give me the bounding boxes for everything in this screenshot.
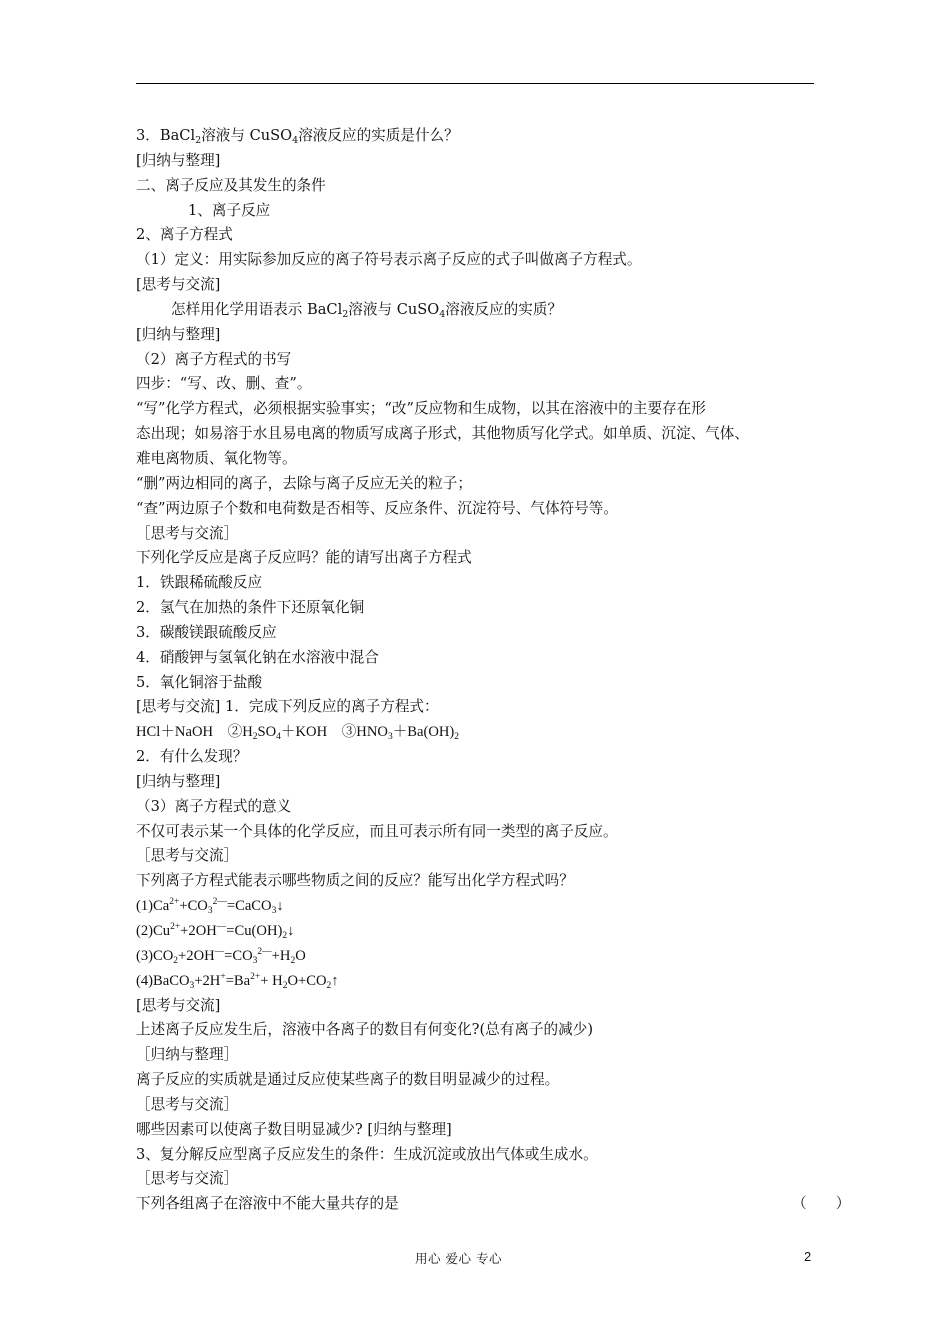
discussion-heading: ［思考与交流］ bbox=[136, 847, 239, 865]
discussion-heading: ［思考与交流］ bbox=[136, 1170, 239, 1188]
question-line: 下列各组离子在溶液中不能大量共存的是 （ ） bbox=[136, 1192, 826, 1217]
paragraph: 哪些因素可以使离子数目明显减少? [归纳与整理] bbox=[136, 1120, 452, 1138]
equation-line: $(2)Cu^{2+}+2OH^—=Cu(OH)_2↓$ bbox=[136, 922, 295, 941]
page-number: 2 bbox=[804, 1249, 812, 1264]
equation-line: $(3)CO_2+2OH^—=CO_3^{2—}+H_2O$ bbox=[136, 946, 306, 966]
subsection-heading: 1、离子反应 bbox=[188, 201, 271, 219]
discussion-heading: ［思考与交流］ bbox=[136, 524, 239, 542]
paragraph: 3、复分解反应型离子反应发生的条件：生成沉淀或放出气体或生成水。 bbox=[136, 1145, 598, 1163]
list-item: 5．氧化铜溶于盐酸 bbox=[136, 673, 263, 691]
summary-heading: ［归纳与整理］ bbox=[136, 1046, 239, 1064]
summary-heading: [归纳与整理] bbox=[136, 151, 221, 169]
discussion-heading: [思考与交流] bbox=[136, 996, 221, 1014]
paragraph: 下列离子方程式能表示哪些物质之间的反应？能写出化学方程式吗？ bbox=[136, 872, 574, 890]
paragraph: 下列化学反应是离子反应吗？能的请写出离子方程式 bbox=[136, 549, 472, 567]
equation-line: $(1)Ca^{2+}+CO_3^{2—}=CaCO_3↓$ bbox=[136, 897, 284, 917]
paragraph: “查”两边原子个数和电荷数是否相等、反应条件、沉淀符号、气体符号等。 bbox=[136, 499, 618, 517]
footer-text: 用心 爱心 专心 bbox=[415, 1251, 502, 1266]
section-heading: 二、离子反应及其发生的条件 bbox=[136, 176, 326, 194]
paragraph: 上述离子反应发生后，溶液中各离子的数目有何变化?(总有离子的减少) bbox=[136, 1021, 594, 1039]
equation-line: $(4)BaCO_3+2H^+=Ba^{2+}+$ $H_2O+CO_2↑$ bbox=[136, 971, 339, 991]
discussion-heading: [思考与交流] bbox=[136, 276, 221, 294]
paragraph: （3）离子方程式的意义 bbox=[136, 797, 292, 815]
subsection-heading: 2、离子方程式 bbox=[136, 226, 233, 244]
paragraph: （2）离子方程式的书写 bbox=[136, 350, 292, 368]
summary-heading: [归纳与整理] bbox=[136, 325, 221, 343]
paragraph: 四步：“写、改、删、查”。 bbox=[136, 375, 312, 393]
list-item: 3．碳酸镁跟硫酸反应 bbox=[136, 623, 277, 641]
paragraph: 态出现；如易溶于水且易电离的物质写成离子形式，其他物质写化学式。如单质、沉淀、气体、 bbox=[136, 425, 749, 443]
paragraph: 难电离物质、氧化物等。 bbox=[136, 449, 297, 467]
header-rule bbox=[136, 83, 814, 84]
paragraph: 2．有什么发现？ bbox=[136, 748, 248, 766]
document-body bbox=[136, 124, 851, 1217]
discussion-heading: ［思考与交流］ bbox=[136, 1095, 239, 1113]
paragraph: “写”化学方程式，必须根据实验事实；“改”反应物和生成物，以其在溶液中的主要存在形 bbox=[136, 400, 706, 418]
answer-blank: （ ） bbox=[792, 1195, 851, 1213]
list-item: 4．硝酸钾与氢氧化钠在水溶液中混合 bbox=[136, 648, 379, 666]
paragraph: （1）定义：用实际参加反应的离子符号表示离子反应的式子叫做离子方程式。 bbox=[136, 251, 642, 269]
question-3-line: 3．BaCl$_2$溶液与 CuSO$_4$溶液反应的实质是什么？ bbox=[136, 127, 459, 146]
paragraph: “删”两边相同的离子，去除与离子反应无关的粒子； bbox=[136, 474, 472, 492]
list-item: 1．铁跟稀硫酸反应 bbox=[136, 574, 263, 592]
list-item: 2．氢气在加热的条件下还原氧化铜 bbox=[136, 599, 365, 617]
summary-heading: [归纳与整理] bbox=[136, 772, 221, 790]
paragraph: 怎样用化学用语表示 BaCl$_2$溶液与 CuSO$_4$溶液反应的实质？ bbox=[171, 300, 563, 320]
paragraph: 不仅可表示某一个具体的化学反应，而且可表示所有同一类型的离子反应。 bbox=[136, 822, 618, 840]
paragraph: [思考与交流] 1．完成下列反应的离子方程式： bbox=[136, 698, 439, 716]
equation-line: HCl＋NaOH $②H_2SO_4+KOH$ $③HNO_3+Ba(OH)_2$ bbox=[136, 724, 460, 743]
page-footer bbox=[0, 1249, 950, 1269]
paragraph: 离子反应的实质就是通过反应使某些离子的数目明显减少的过程。 bbox=[136, 1071, 560, 1089]
